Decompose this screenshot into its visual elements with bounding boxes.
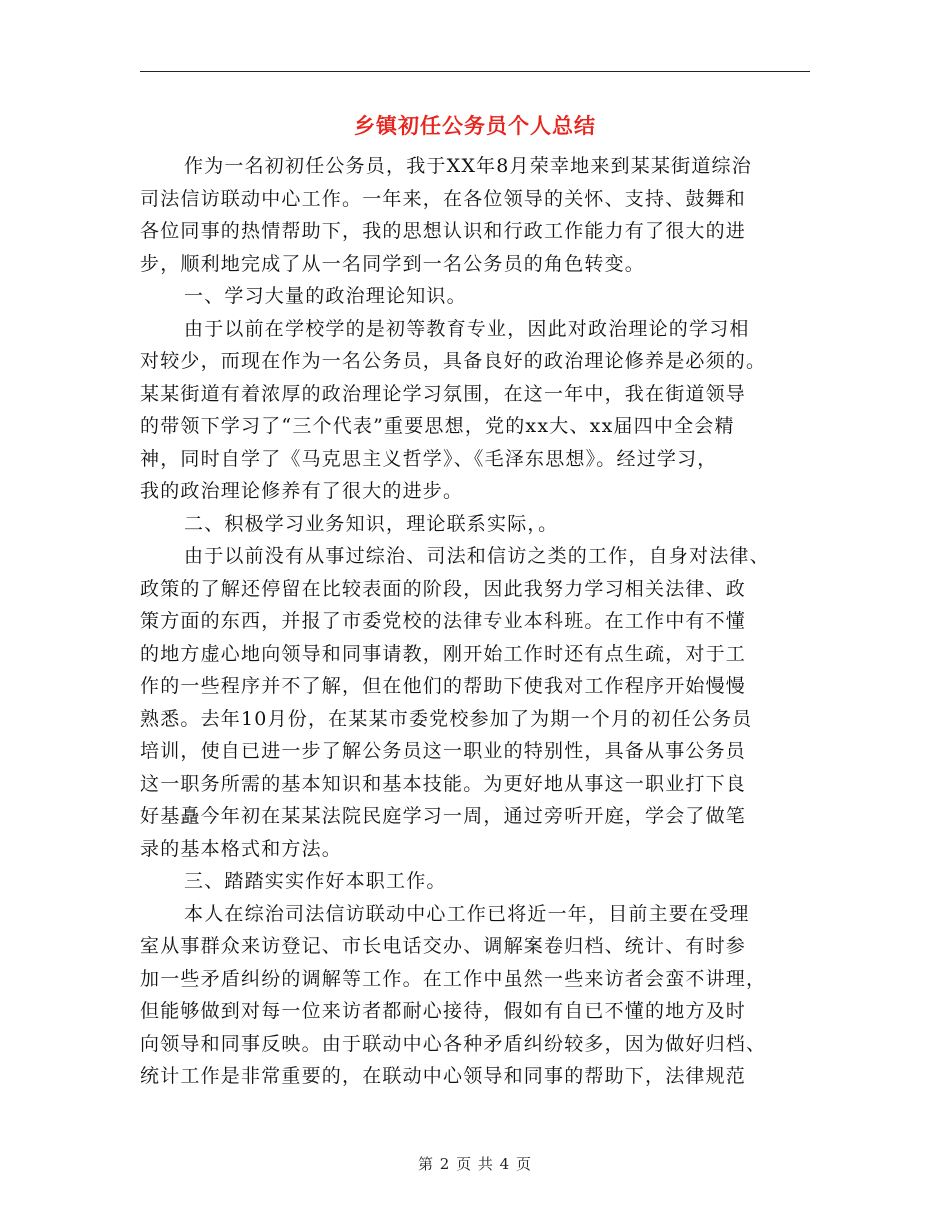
- document-body: [140, 150, 805, 1093]
- text-line: 作为一名初初任公务员，我于XX年8月荣幸地来到某某街道综治: [184, 155, 752, 177]
- text-line: 由于以前在学校学的是初等教育专业，因此对政治理论的学习相: [184, 317, 750, 340]
- text-line: 室从事群众来访登记、市长电话交办、调解案卷归档、统计、有时参: [140, 935, 747, 957]
- text-line: 某某街道有着浓厚的政治理论学习氛围，在这一年中，我在街道领导: [140, 382, 747, 405]
- page-number: 第 2 页 共 4 页: [418, 1155, 532, 1173]
- document-title: 乡镇初任公务员个人总结: [354, 114, 596, 138]
- text-line: 神，同时自学了《马克思主义哲学》、《毛泽东思想》。经过学习，: [140, 447, 718, 470]
- text-line: 由于以前没有从事过综治、司法和信访之类的工作，自身对法律、: [184, 545, 770, 567]
- text-line: 熟悉。去年10月份，在某某市委党校参加了为期一个月的初任公务员: [140, 707, 753, 730]
- text-line: 的带领下学习了“三个代表”重要思想，党的xx大、xx届四中全会精: [140, 415, 735, 437]
- text-line: 但能够做到对每一位来访者都耐心接待，假如有自已不懂的地方及时: [140, 1000, 747, 1022]
- text-line: 向领导和同事反映。由于联动中心各种矛盾纠纷较多，因为做好归档、: [140, 1032, 767, 1055]
- text-line: 统计工作是非常重要的，在联动中心领导和同事的帮助下，法律规范: [140, 1065, 747, 1087]
- text-line: 作的一些程序并不了解，但在他们的帮助下使我对工作程序开始慢慢: [140, 675, 747, 697]
- text-line: 加一些矛盾纠纷的调解等工作。在工作中虽然一些来访者会蛮不讲理，: [140, 967, 767, 990]
- text-line: 培训，使自已进一步了解公务员这一职业的特别性，具备从事公务员: [140, 740, 747, 762]
- text-line: 这一职务所需的基本知识和基本技能。为更好地从事这一职业打下良: [140, 772, 747, 795]
- text-line: 政策的了解还停留在比较表面的阶段，因此我努力学习相关法律、政: [140, 577, 747, 600]
- text-line: 司法信访联动中心工作。一年来，在各位领导的关怀、支持、鼓舞和: [140, 187, 747, 210]
- text-line: 步，顺利地完成了从一名同学到一名公务员的角色转变。: [140, 252, 646, 275]
- text-line: 我的政治理论修养有了很大的进步。: [140, 480, 464, 502]
- section-heading: 一、学习大量的政治理论知识。: [184, 285, 467, 307]
- text-line: 本人在综治司法信访联动中心工作已将近一年，目前主要在受理: [184, 902, 750, 925]
- text-line: 录的基本格式和方法。: [140, 837, 343, 860]
- section-heading: 二、积极学习业务知识，理论联系实际，。: [184, 512, 559, 535]
- section-heading: 三、踏踏实实作好本职工作。: [184, 870, 447, 892]
- text-line: 好基矗今年初在某某法院民庭学习一周，通过旁听开庭，学会了做笔: [140, 805, 747, 827]
- text-line: 各位同事的热情帮助下，我的思想认识和行政工作能力有了很大的进: [140, 220, 747, 242]
- text-line: 的地方虚心地向领导和同事请教，刚开始工作时还有点生疏，对于工: [140, 642, 747, 665]
- header-rule: [140, 71, 810, 72]
- text-line: 策方面的东西，并报了市委党校的法律专业本科班。在工作中有不懂: [140, 610, 747, 632]
- text-line: 对较少，而现在作为一名公务员，具备良好的政治理论修养是必须的。: [140, 350, 767, 372]
